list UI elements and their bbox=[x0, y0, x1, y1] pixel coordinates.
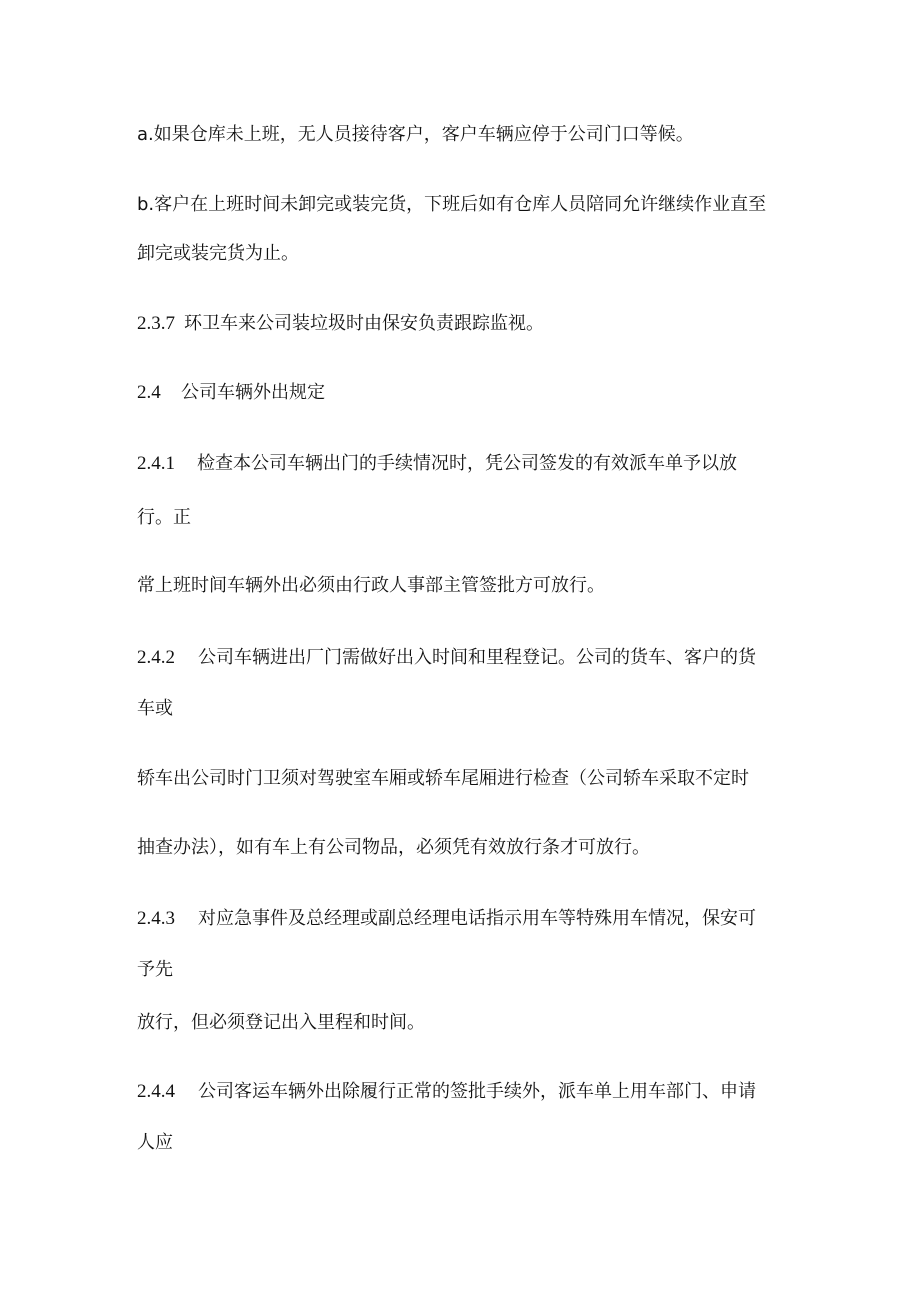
clause-number: 2.4.2 bbox=[137, 647, 175, 668]
clause-2-4-4 bbox=[137, 1079, 756, 1105]
clause-2-3-7 bbox=[137, 311, 544, 337]
clause-text: 公司车辆进出厂门需做好出入时间和里程登记。公司的货车、客户的货 bbox=[198, 647, 756, 668]
clause-number: 2.4.1 bbox=[137, 453, 175, 474]
section-number: 2.4 bbox=[137, 382, 161, 403]
clause-2-4-3-cont2: 放行，但必须登记出入里程和时间。 bbox=[137, 1012, 425, 1033]
clause-text: 对应急事件及总经理或副总经理电话指示用车等特殊用车情况，保安可 bbox=[198, 908, 756, 929]
clause-number: 2.4.3 bbox=[137, 908, 175, 929]
clause-2-4-1 bbox=[137, 451, 737, 477]
paragraph-line-b-cont: 卸完或装完货为止。 bbox=[137, 243, 299, 264]
clause-2-4-2 bbox=[137, 645, 756, 671]
clause-text: 检查本公司车辆出门的手续情况时，凭公司签发的有效派车单予以放 bbox=[197, 453, 737, 474]
clause-2-4-3 bbox=[137, 906, 756, 932]
clause-number: 2.4.4 bbox=[137, 1081, 175, 1102]
clause-2-4-4-cont: 人应 bbox=[137, 1132, 173, 1153]
clause-2-4-2-cont3: 抽查办法），如有车上有公司物品，必须凭有效放行条才可放行。 bbox=[137, 837, 650, 858]
clause-number: 2.3.7 bbox=[137, 313, 175, 334]
paragraph-line-b: b.客户在上班时间未卸完或装完货，下班后如有仓库人员陪同允许继续作业直至 bbox=[137, 194, 767, 215]
section-title: 公司车辆外出规定 bbox=[181, 382, 325, 403]
section-2-4-heading bbox=[137, 380, 325, 406]
clause-text: 环卫车来公司装垃圾时由保安负责跟踪监视。 bbox=[184, 313, 544, 334]
clause-2-4-1-cont2: 常上班时间车辆外出必须由行政人事部主管签批方可放行。 bbox=[137, 575, 605, 596]
clause-2-4-3-cont: 予先 bbox=[137, 959, 173, 980]
clause-2-4-1-cont: 行。正 bbox=[137, 507, 191, 528]
clause-2-4-2-cont2: 轿车出公司时门卫须对驾驶室车厢或轿车尾厢进行检查（公司轿车采取不定时 bbox=[137, 768, 749, 789]
paragraph-line-a: a.如果仓库未上班，无人员接待客户，客户车辆应停于公司门口等候。 bbox=[137, 124, 694, 145]
clause-2-4-2-cont: 车或 bbox=[137, 698, 173, 719]
clause-text: 公司客运车辆外出除履行正常的签批手续外，派车单上用车部门、申请 bbox=[198, 1081, 756, 1102]
